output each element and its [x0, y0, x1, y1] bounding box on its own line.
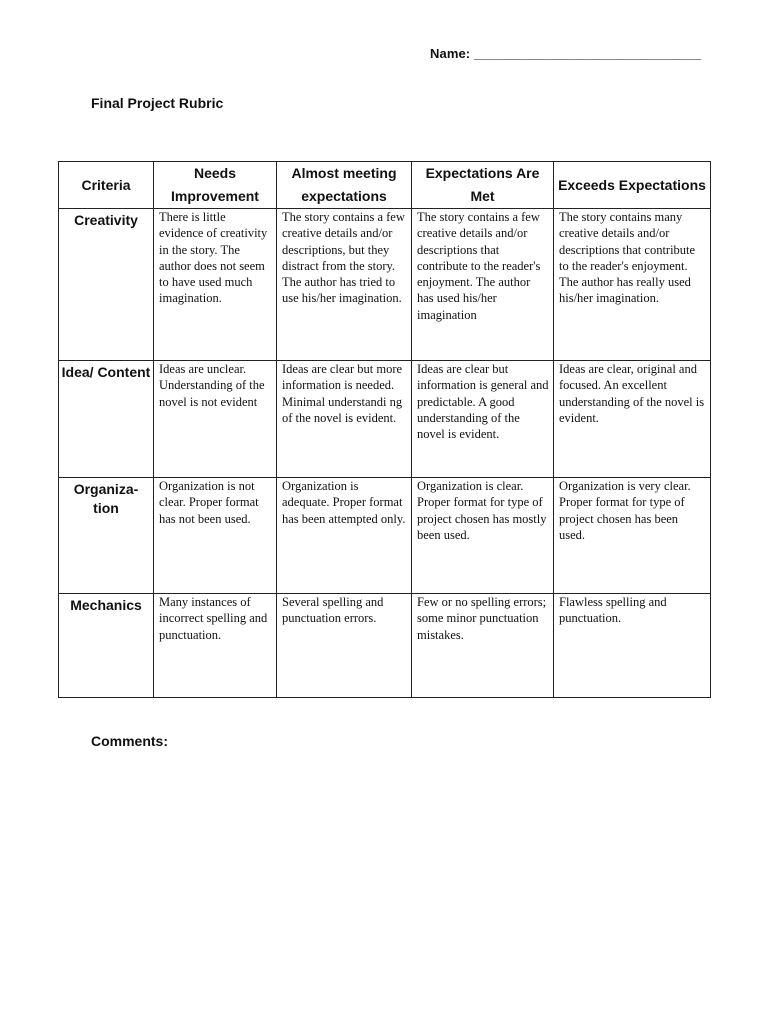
row-header-organization: Organiza- tion: [59, 478, 154, 594]
table-row: [59, 209, 711, 361]
column-header-exceeds: Exceeds Expectations: [554, 162, 711, 209]
table-cell: Organization is not clear. Proper format has not been used.: [154, 478, 277, 594]
table-row: [59, 478, 711, 594]
page-title: Final Project Rubric: [91, 95, 224, 111]
table-header-row: [59, 162, 711, 209]
table-row: [59, 361, 711, 478]
column-header-needs-improvement: Needs Improvement: [154, 162, 277, 209]
table-cell: Organization is very clear. Proper format for type of project chosen has been used.: [554, 478, 711, 594]
table-cell: The story contains many creative details and/or descriptions that contribute to the reader's enjoyment. The author has really used his/her imagination.: [554, 209, 711, 361]
column-header-criteria: Criteria: [59, 162, 154, 209]
table-cell: Flawless spelling and punctuation.: [554, 594, 711, 698]
table-cell: Organization is clear. Proper format for type of project chosen has mostly been used.: [412, 478, 554, 594]
table-cell: Ideas are clear, original and focused. An excellent understanding of the novel is evident.: [554, 361, 711, 478]
table-cell: Organization is adequate. Proper format has been attempted only.: [277, 478, 412, 594]
table-cell: Ideas are clear but information is general and predictable. A good understanding of the novel is evident.: [412, 361, 554, 478]
table-cell: There is little evidence of creativity in the story. The author does not seem to have used much imagination.: [154, 209, 277, 361]
rubric-table: [58, 161, 711, 698]
table-cell: The story contains a few creative details and/or descriptions that contribute to the reader's enjoyment. The author has used his/her imagination: [412, 209, 554, 361]
table-cell: Ideas are unclear. Understanding of the novel is not evident: [154, 361, 277, 478]
table-cell: Few or no spelling errors; some minor punctuation mistakes.: [412, 594, 554, 698]
row-header-idea-content: Idea/ Content: [59, 361, 154, 478]
column-header-almost-meeting: Almost meeting expectations: [277, 162, 412, 209]
column-header-expectations-met: Expectations Are Met: [412, 162, 554, 209]
row-header-creativity: Creativity: [59, 209, 154, 361]
table-cell: Many instances of incorrect spelling and punctuation.: [154, 594, 277, 698]
table-cell: Ideas are clear but more information is needed. Minimal understandi ng of the novel is evident.: [277, 361, 412, 478]
table-row: [59, 594, 711, 698]
comments-label: Comments:: [91, 733, 169, 749]
row-header-mechanics: Mechanics: [59, 594, 154, 698]
table-cell: Several spelling and punctuation errors.: [277, 594, 412, 698]
table-cell: The story contains a few creative details and/or descriptions, but they distract from the story. The author has tried to use his/her imagination.: [277, 209, 412, 361]
name-field-label: Name: _______________________________: [430, 46, 702, 61]
